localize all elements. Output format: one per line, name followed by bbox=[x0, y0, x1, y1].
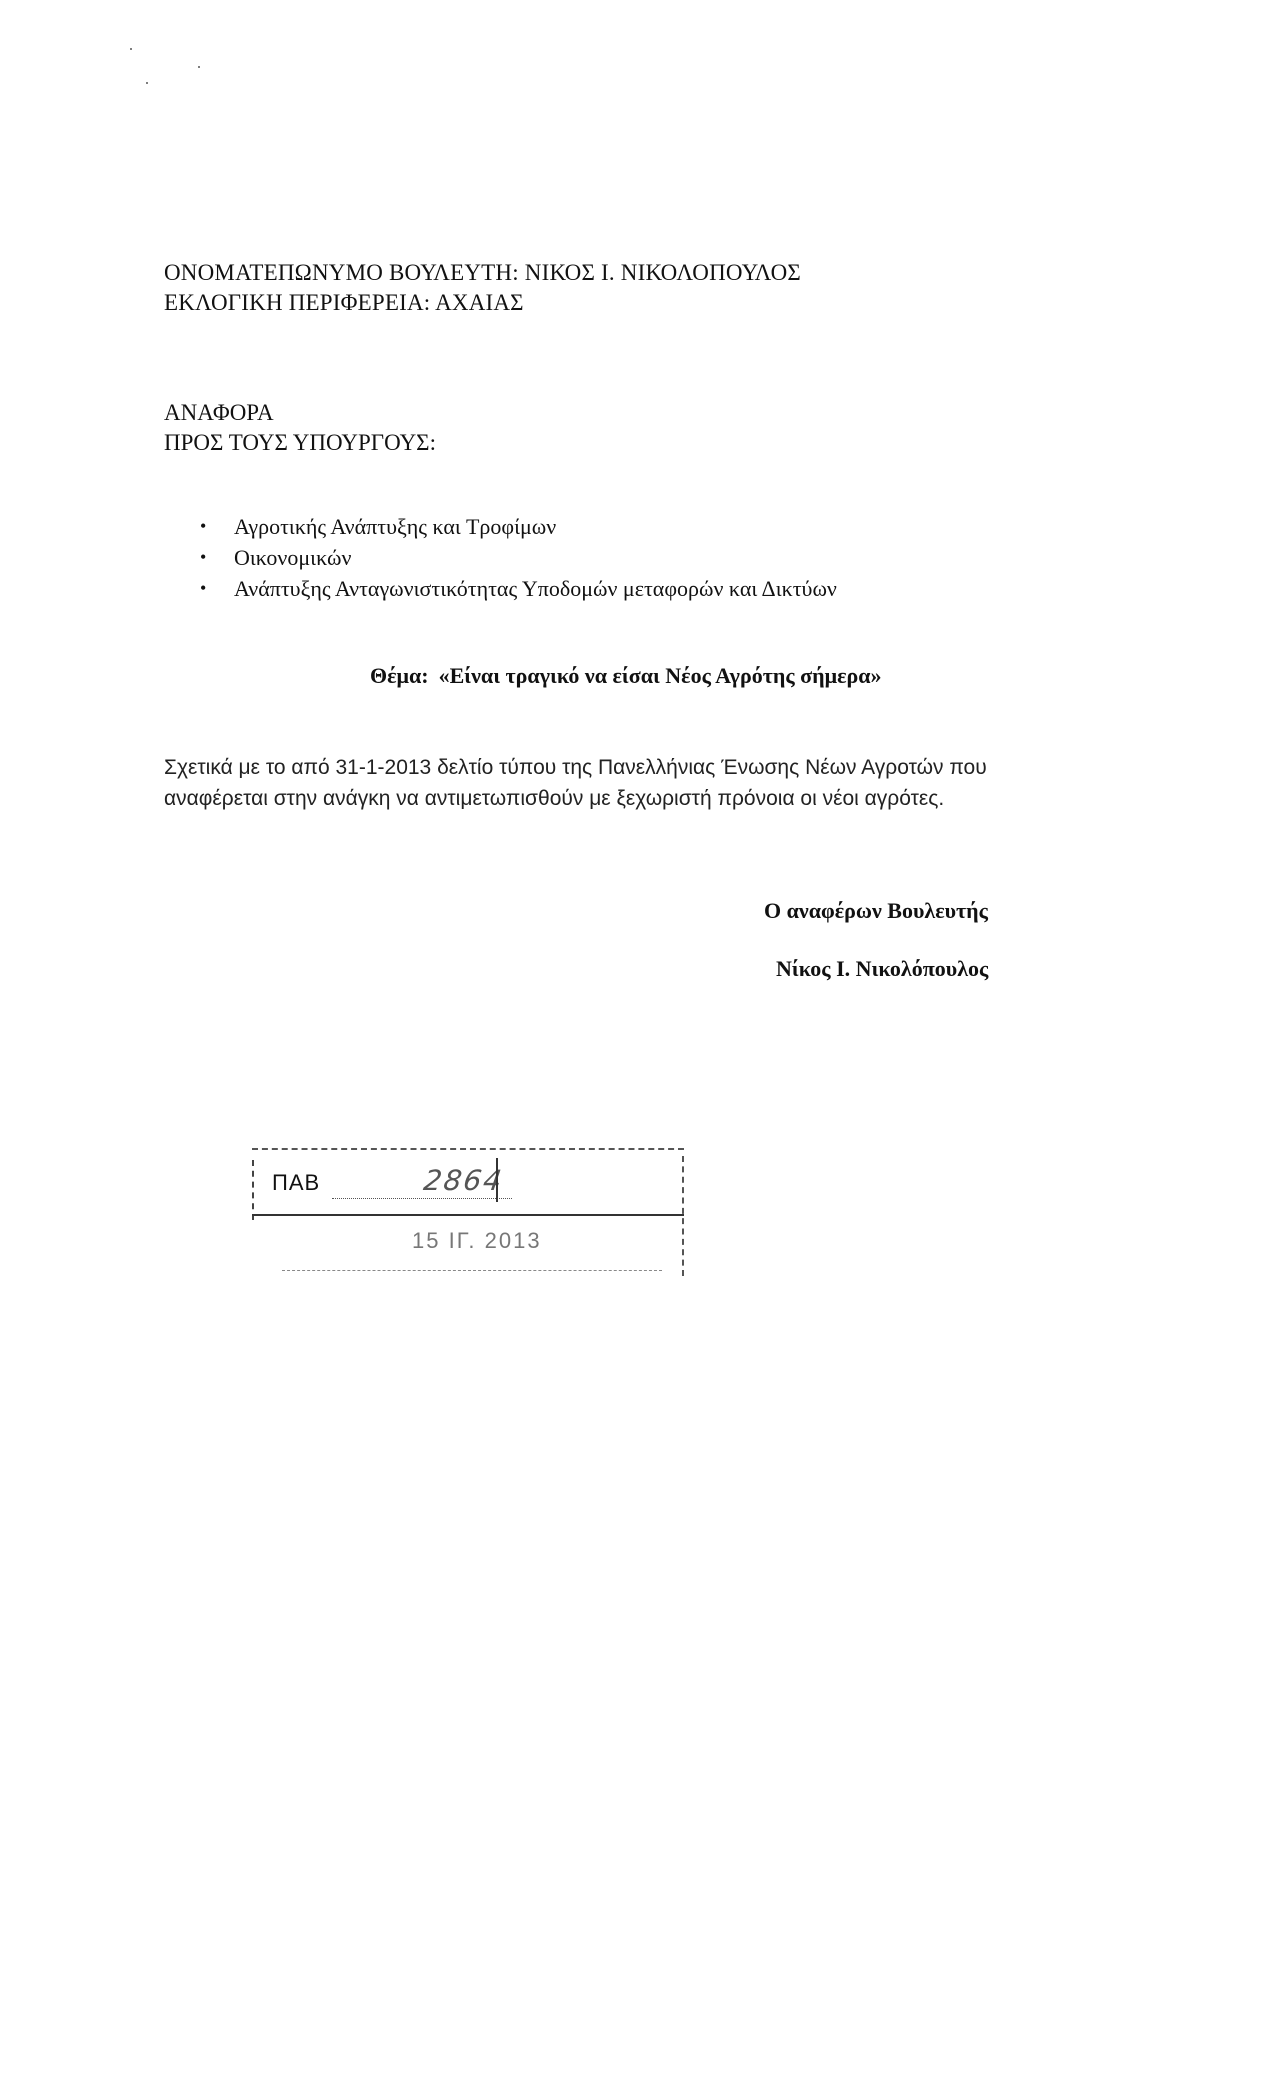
stamp-divider bbox=[252, 1214, 684, 1216]
list-item: • Αγροτικής Ανάπτυξης και Τροφίμων bbox=[200, 511, 837, 542]
constituency-line: ΕΚΛΟΓΙΚΗ ΠΕΡΙΦΕΡΕΙΑ: ΑΧΑΙΑΣ bbox=[164, 290, 524, 315]
stamp-label: ΠΑΒ bbox=[272, 1170, 321, 1195]
document-header bbox=[164, 258, 801, 318]
signoff-name: Νίκος Ι. Νικολόπουλος bbox=[776, 956, 989, 981]
body-paragraph bbox=[164, 752, 1084, 814]
subject-line bbox=[0, 663, 1275, 689]
body-line: αναφέρεται στην ανάγκη να αντιμετωπισθούν με ξεχωριστή πρόνοια οι νέοι αγρότες. bbox=[164, 787, 945, 810]
stamp-border-top bbox=[252, 1148, 684, 1150]
stamp-number: 2864 bbox=[421, 1164, 506, 1197]
ministries-list bbox=[200, 511, 837, 604]
report-title: ΑΝΑΦΟΡΑ bbox=[164, 400, 274, 425]
mp-name-line: ΟΝΟΜΑΤΕΠΩΝΥΜΟ ΒΟΥΛΕΥΤΗ: ΝΙΚΟΣ Ι. ΝΙΚΟΛΟΠΟΥΛΟΣ bbox=[164, 260, 801, 285]
registration-stamp bbox=[252, 1148, 684, 1280]
signoff-role: Ο αναφέρων Βουλευτής bbox=[764, 898, 988, 923]
stamp-border-bottom bbox=[282, 1270, 662, 1271]
stamp-border-right bbox=[682, 1156, 684, 1276]
body-line: Σχετικά με το από 31-1-2013 δελτίο τύπου της Πανελλήνιας Ένωσης Νέων Αγροτών που bbox=[164, 756, 987, 779]
stamp-handwritten-stroke bbox=[496, 1158, 498, 1202]
report-addressee: ΠΡΟΣ ΤΟΥΣ ΥΠΟΥΡΓΟΥΣ: bbox=[164, 430, 436, 455]
report-heading bbox=[164, 398, 436, 458]
list-item: • Οικονομικών bbox=[200, 542, 837, 573]
subject-text: «Είναι τραγικό να είσαι Νέος Αγρότης σήμερα» bbox=[438, 663, 882, 688]
stamp-date: 15 ΙΓ. 2013 bbox=[412, 1228, 542, 1253]
stamp-border-left bbox=[252, 1160, 254, 1220]
stamp-dotted-line bbox=[332, 1198, 512, 1199]
subject-label: Θέμα: bbox=[370, 663, 429, 688]
list-item: • Ανάπτυξης Ανταγωνιστικότητας Υποδομών μεταφορών και Δικτύων bbox=[200, 573, 837, 604]
